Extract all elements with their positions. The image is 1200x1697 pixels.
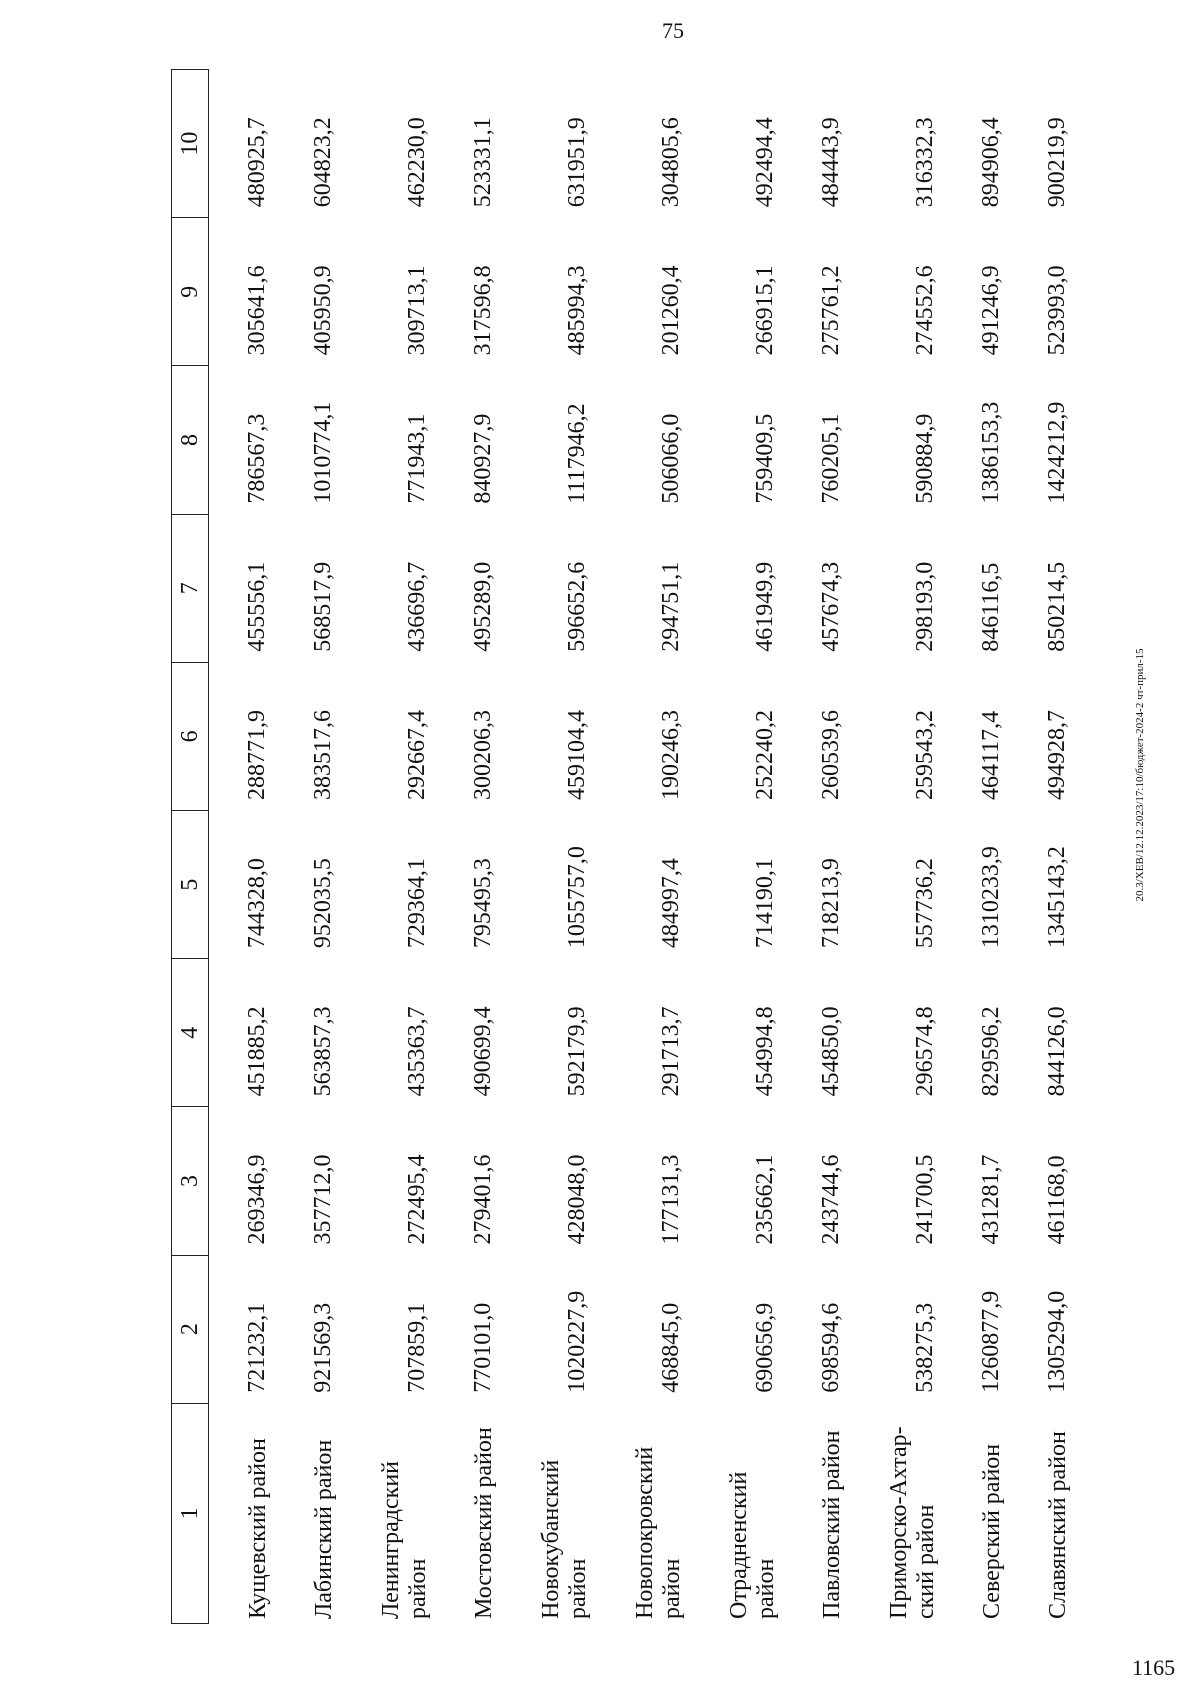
- table-cell: 698594,6: [818, 1302, 844, 1393]
- table-cell: 900219,9: [1044, 117, 1070, 208]
- table-cell: 495289,0: [470, 561, 496, 652]
- table-cell: 451885,2: [244, 1006, 270, 1097]
- header-row: [172, 70, 209, 1624]
- table-cell: 279401,6: [470, 1154, 496, 1245]
- column-header: 9: [172, 218, 209, 366]
- table-cell: 795495,3: [470, 858, 496, 949]
- row-name: Кущевский район: [244, 1438, 271, 1619]
- table-cell: 296574,8: [912, 1006, 938, 1097]
- table-cell: 288771,9: [244, 709, 270, 800]
- table-row: [209, 70, 276, 1624]
- table-cell: 604823,2: [310, 117, 336, 208]
- table-cell: 523331,1: [470, 117, 496, 208]
- table-cell: 744328,0: [244, 858, 270, 949]
- table-cell: 294751,1: [658, 561, 684, 652]
- table-cell: 690656,9: [752, 1302, 778, 1393]
- table-row: [595, 70, 689, 1624]
- row-name: Северский район: [978, 1443, 1005, 1619]
- table-cell: 455556,1: [244, 561, 270, 652]
- table-cell: 707859,1: [404, 1302, 430, 1393]
- column-header: 8: [172, 366, 209, 514]
- table-cell: 241700,5: [912, 1154, 938, 1245]
- table-cell: 846116,5: [978, 562, 1004, 652]
- table-cell: 177131,3: [658, 1154, 684, 1245]
- table-cell: 729364,1: [404, 858, 430, 949]
- column-header: 3: [172, 1107, 209, 1255]
- column-header: 4: [172, 959, 209, 1107]
- table-cell: 243744,6: [818, 1154, 844, 1245]
- table-cell: 840927,9: [470, 413, 496, 504]
- table-cell: 235662,1: [752, 1154, 778, 1245]
- table-cell: 494928,7: [1044, 709, 1070, 800]
- table-cell: 894906,4: [978, 117, 1004, 208]
- table-cell: 260539,6: [818, 709, 844, 800]
- row-name: Приморско-Ахтар-ский район: [886, 1426, 939, 1619]
- table-cell: 596652,6: [564, 561, 590, 652]
- table-cell: 490699,4: [470, 1006, 496, 1097]
- document-code-text: 20.3/ХЕВ/12.12.2023/17:10/бюджет-2024-2 чт-прил-15: [1134, 648, 1146, 902]
- table-cell: 770101,0: [470, 1302, 496, 1393]
- table-cell: 1010774,1: [310, 401, 336, 504]
- table-cell: 1117946,2: [564, 403, 590, 504]
- table-cell: 538275,3: [912, 1302, 938, 1393]
- table-cell: 1055757,0: [564, 846, 590, 949]
- row-name: Мостовский район: [470, 1427, 497, 1619]
- table-cell: 252240,2: [752, 709, 778, 800]
- table-cell: 462230,0: [404, 117, 430, 208]
- table-cell: 459104,4: [564, 709, 590, 800]
- table-cell: 457674,3: [818, 561, 844, 652]
- table-cell: 631951,9: [564, 117, 590, 208]
- table-cell: 557736,2: [912, 858, 938, 949]
- table-row: [783, 70, 849, 1624]
- table-cell: 484443,9: [818, 117, 844, 208]
- table-cell: 309713,1: [404, 265, 430, 356]
- table-row: [943, 70, 1009, 1624]
- table-cell: 850214,5: [1044, 561, 1070, 652]
- table-cell: 431281,7: [978, 1154, 1004, 1245]
- table-row: [689, 70, 783, 1624]
- table-cell: 298193,0: [912, 561, 938, 652]
- table-cell: 759409,5: [752, 413, 778, 504]
- table-cell: 468845,0: [658, 1302, 684, 1393]
- table-cell: 305641,6: [244, 265, 270, 356]
- table-cell: 718213,9: [818, 858, 844, 949]
- table-cell: 259543,2: [912, 709, 938, 800]
- column-header: 10: [172, 70, 209, 218]
- table-cell: 300206,3: [470, 709, 496, 800]
- table-cell: 1310233,9: [978, 846, 1004, 949]
- table-cell: 428048,0: [564, 1154, 590, 1245]
- table-cell: 491246,9: [978, 265, 1004, 356]
- table-row: [341, 70, 435, 1624]
- table-cell: 921569,3: [310, 1302, 336, 1393]
- table-cell: 786567,3: [244, 413, 270, 504]
- column-header: 6: [172, 662, 209, 810]
- table-row: [849, 70, 943, 1624]
- table-cell: 274552,6: [912, 265, 938, 356]
- row-name: Славянский район: [1044, 1431, 1071, 1619]
- row-name: Новокубанский район: [538, 1459, 591, 1619]
- table-cell: 480925,7: [244, 117, 270, 208]
- table-cell: 454850,0: [818, 1006, 844, 1097]
- table-cell: 317596,8: [470, 265, 496, 356]
- table-row: [1009, 70, 1075, 1624]
- table-cell: 1386153,3: [978, 401, 1004, 504]
- column-header: 1: [172, 1403, 209, 1623]
- table-cell: 721232,1: [244, 1302, 270, 1393]
- table-cell: 1424212,9: [1044, 401, 1070, 504]
- table-cell: 1260877,9: [978, 1290, 1004, 1393]
- table-row: [501, 70, 595, 1624]
- row-name: Павловский район: [818, 1430, 845, 1619]
- table-row: [275, 70, 341, 1624]
- column-header: 7: [172, 514, 209, 662]
- row-name: Отрадненский район: [726, 1471, 779, 1619]
- table-cell: 760205,1: [818, 413, 844, 504]
- table-cell: 304805,6: [658, 117, 684, 208]
- rotated-table-container: [171, 69, 1101, 1624]
- table-cell: 590884,9: [912, 413, 938, 504]
- sheet-number: 1165: [1132, 1655, 1176, 1680]
- table-cell: 1020227,9: [564, 1290, 590, 1393]
- table-cell: 484997,4: [658, 858, 684, 949]
- table-cell: 952035,5: [310, 858, 336, 949]
- page-number: 75: [662, 18, 684, 43]
- table-cell: 272495,4: [404, 1154, 430, 1245]
- table-cell: 461949,9: [752, 561, 778, 652]
- table-cell: 1305294,0: [1044, 1290, 1070, 1393]
- row-name: Лабинский район: [310, 1439, 337, 1619]
- table-cell: 506066,0: [658, 413, 684, 504]
- table-cell: 461168,0: [1044, 1155, 1070, 1245]
- table-cell: 714190,1: [752, 858, 778, 949]
- table-cell: 492494,4: [752, 117, 778, 208]
- table-row: [435, 70, 501, 1624]
- table-cell: 436696,7: [404, 561, 430, 652]
- table-cell: 563857,3: [310, 1006, 336, 1097]
- table-cell: 523993,0: [1044, 265, 1070, 356]
- table-cell: 269346,9: [244, 1154, 270, 1245]
- table-cell: 454994,8: [752, 1006, 778, 1097]
- table-cell: 291713,7: [658, 1006, 684, 1097]
- row-name: Ленинградский район: [378, 1460, 431, 1619]
- table-cell: 844126,0: [1044, 1006, 1070, 1097]
- table-cell: 190246,3: [658, 709, 684, 800]
- table-cell: 275761,2: [818, 265, 844, 356]
- table-cell: 266915,1: [752, 265, 778, 356]
- table-cell: 485994,3: [564, 265, 590, 356]
- table-cell: 568517,9: [310, 561, 336, 652]
- table-cell: 405950,9: [310, 265, 336, 356]
- table-cell: 771943,1: [404, 413, 430, 504]
- budget-table: [171, 69, 1075, 1624]
- table-cell: 1345143,2: [1044, 846, 1070, 949]
- table-cell: 357712,0: [310, 1154, 336, 1245]
- table-cell: 316332,3: [912, 117, 938, 208]
- table-cell: 292667,4: [404, 709, 430, 800]
- row-name: Новопокровский район: [632, 1446, 685, 1619]
- table-cell: 201260,4: [658, 265, 684, 356]
- column-header: 2: [172, 1255, 209, 1403]
- column-header: 5: [172, 810, 209, 958]
- table-cell: 464117,4: [978, 710, 1004, 800]
- table-cell: 592179,9: [564, 1006, 590, 1097]
- table-cell: 829596,2: [978, 1006, 1004, 1097]
- table-cell: 383517,6: [310, 709, 336, 800]
- table-cell: 435363,7: [404, 1006, 430, 1097]
